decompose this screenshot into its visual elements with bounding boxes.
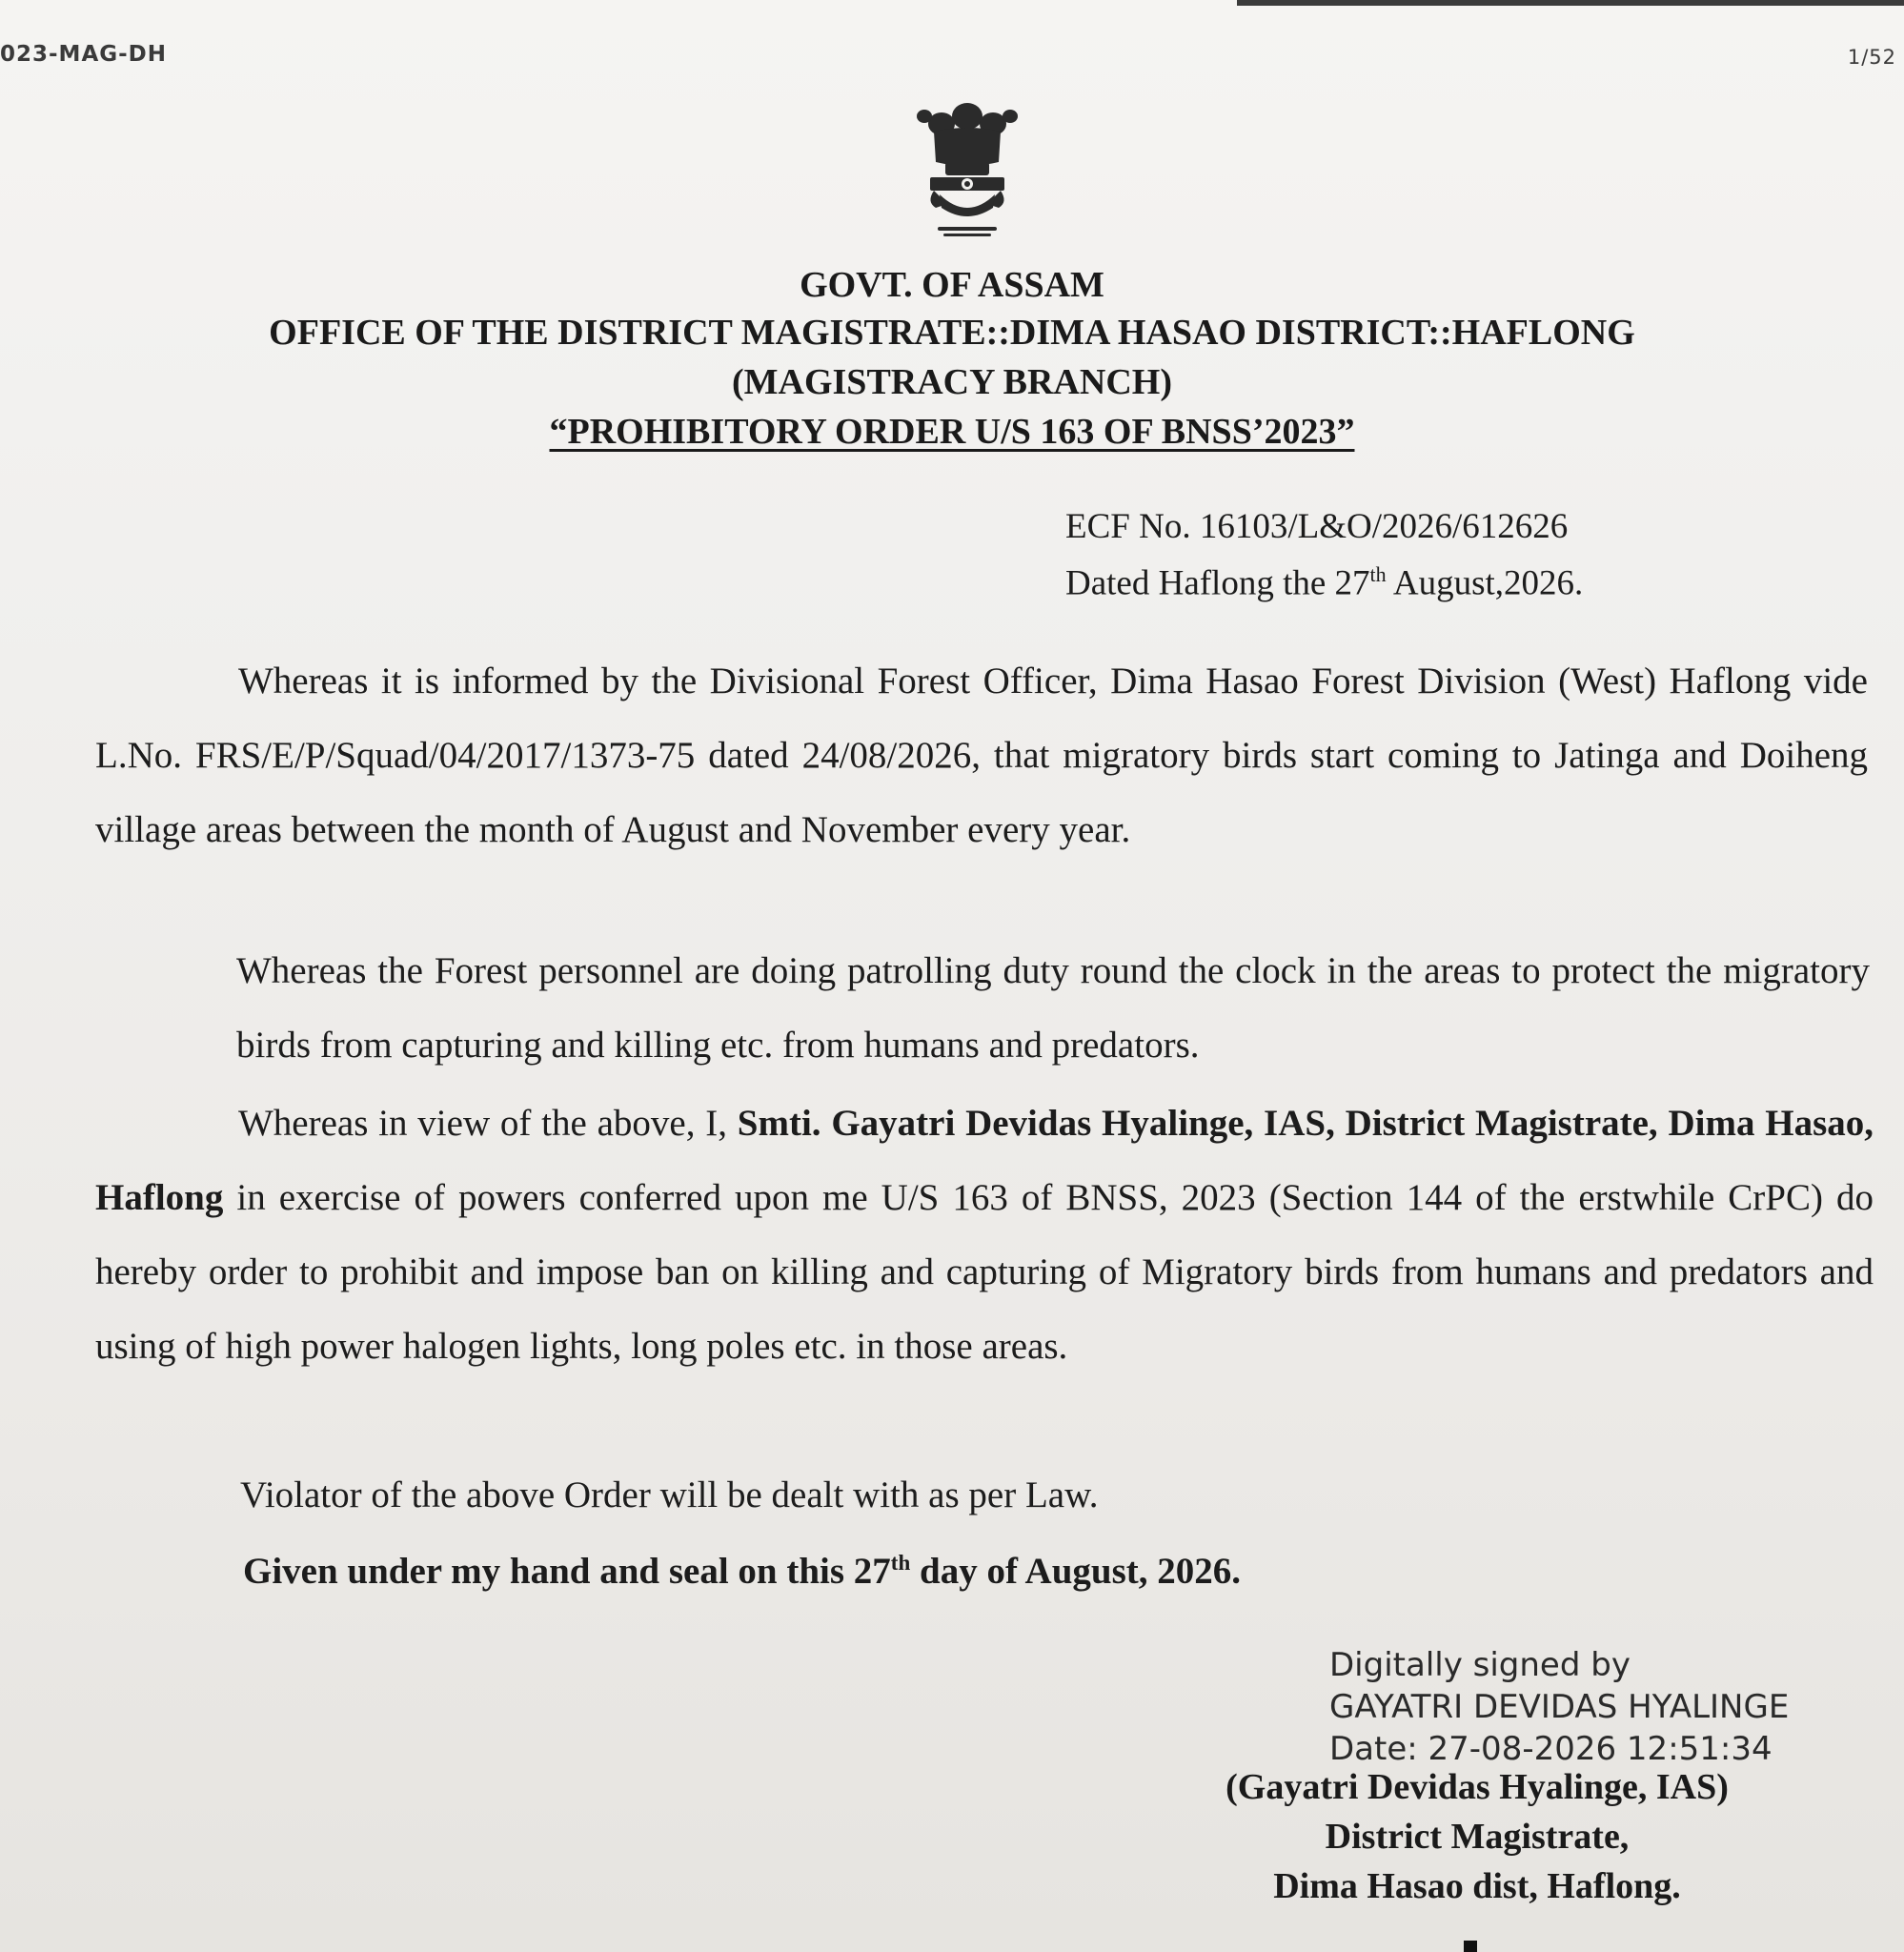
scan-mark bbox=[1464, 1941, 1477, 1952]
signatory-designation: District Magistrate, bbox=[1325, 1817, 1630, 1857]
digital-signature: Digitally signed by GAYATRI DEVIDAS HYALINGE Date: 27-08-2026 12:51:34 bbox=[1329, 1646, 1790, 1768]
scan-edge bbox=[1237, 0, 1904, 6]
magistrate-name: Smti. Gayatri Devidas Hyalinge, IAS, District Magistrate, Dima Hasao, Haflong bbox=[95, 1103, 1874, 1218]
ecf-number: ECF No. 16103/L&O/2026/612626 bbox=[1065, 507, 1569, 546]
reference-block bbox=[1065, 503, 1583, 607]
govt-heading: GOVT. OF ASSAM bbox=[800, 265, 1104, 305]
paragraph-patrolling: Whereas the Forest personnel are doing patrolling duty round the clock in the areas to protect the migratory birds from capturing and killing etc. from humans and predators. bbox=[236, 950, 1870, 1066]
page-number: 1/52 bbox=[1847, 46, 1896, 69]
order-title: “PROHIBITORY ORDER U/S 163 OF BNSS’2023” bbox=[549, 412, 1355, 452]
paragraph-forest-officer: Whereas it is informed by the Divisional Forest Officer, Dima Hasao Forest Division (West) Haflong vide L.No. FRS/E/P/Squad/04/2017/1373-75 dated 24/08/2026, that migratory birds start coming to Jatinga and Doiheng village areas between the month of August and November every year. bbox=[95, 661, 1868, 850]
file-reference: 023-MAG-DH bbox=[0, 42, 168, 67]
signatory-name: (Gayatri Devidas Hyalinge, IAS) bbox=[1225, 1767, 1729, 1807]
office-heading: OFFICE OF THE DISTRICT MAGISTRATE::DIMA HASAO DISTRICT::HAFLONG bbox=[269, 313, 1635, 353]
signatory-place: Dima Hasao dist, Haflong. bbox=[1273, 1866, 1681, 1906]
paragraph-order: Whereas in view of the above, I, Smti. Gayatri Devidas Hyalinge, IAS, District Magistrate, Dima Hasao, Haflong in exercise of powers conferred upon me U/S 163 of BNSS, 2023 (Section 144 of the erstwhile CrPC) do hereby order to prohibit and impose ban on killing and capturing of Migratory birds from humans and predators and using of high power halogen lights, long poles etc. in those areas. bbox=[95, 1103, 1874, 1367]
dated-line: Dated Haflong the 27th August,2026. bbox=[1065, 562, 1584, 603]
branch-heading: (MAGISTRACY BRANCH) bbox=[732, 362, 1172, 402]
state-emblem-icon bbox=[905, 95, 1029, 238]
paragraph-violator: Violator of the above Order will be dealt with as per Law. bbox=[240, 1474, 1099, 1515]
paragraph-given-under: Given under my hand and seal on this 27th day of August, 2026. bbox=[243, 1551, 1241, 1592]
